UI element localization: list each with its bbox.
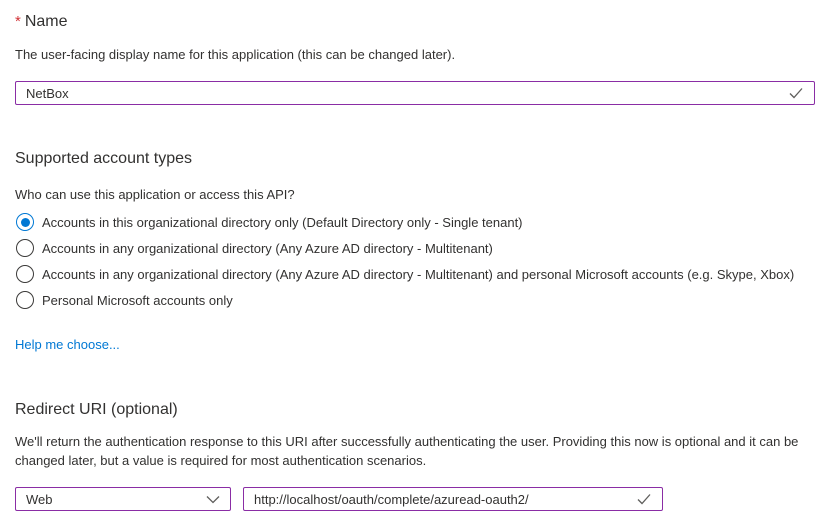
redirect-uri-row — [15, 487, 815, 511]
radio-unselected-icon[interactable] — [16, 239, 34, 257]
radio-unselected-icon[interactable] — [16, 291, 34, 309]
app-name-input[interactable] — [26, 86, 788, 101]
account-types-question: Who can use this application or access this API? — [15, 187, 295, 202]
required-asterisk: * — [15, 13, 21, 30]
app-name-field[interactable] — [15, 81, 815, 105]
radio-selected-icon[interactable] — [16, 213, 34, 231]
name-description: The user-facing display name for this application (this can be changed later). — [15, 47, 456, 62]
checkmark-icon — [636, 492, 652, 506]
redirect-uri-field[interactable] — [243, 487, 663, 511]
checkmark-icon — [788, 86, 804, 100]
radio-option-label: Accounts in any organizational directory (Any Azure AD directory - Multitenant) and personal Microsoft accounts (e.g. Skype, Xbox) — [42, 266, 795, 282]
account-types-radio-group — [15, 209, 815, 313]
radio-option-multitenant-personal[interactable] — [15, 261, 815, 287]
radio-option-multitenant[interactable] — [15, 235, 815, 261]
redirect-uri-description: We'll return the authentication response to this URI after successfully authenticating the user. Providing this now is optional and it can be changed later, but a value is required for most authentication scenarios. — [15, 434, 799, 468]
radio-option-label: Personal Microsoft accounts only — [42, 292, 233, 308]
radio-option-label: Accounts in any organizational directory (Any Azure AD directory - Multitenant) — [42, 240, 493, 256]
radio-unselected-icon[interactable] — [16, 265, 34, 283]
radio-option-personal-only[interactable] — [15, 287, 815, 313]
account-types-title: Supported account types — [15, 150, 193, 167]
platform-dropdown-value: Web — [26, 491, 53, 507]
platform-dropdown[interactable] — [15, 487, 231, 511]
name-section-title — [15, 12, 815, 31]
help-me-choose-link[interactable]: Help me choose... — [15, 337, 120, 352]
redirect-uri-title: Redirect URI (optional) — [15, 401, 178, 418]
radio-option-label: Accounts in this organizational directory only (Default Directory only - Single tenant) — [42, 214, 523, 230]
radio-option-single-tenant[interactable] — [15, 209, 815, 235]
redirect-uri-input[interactable] — [254, 492, 636, 507]
name-title-text: Name — [24, 13, 68, 30]
chevron-down-icon — [206, 495, 220, 504]
